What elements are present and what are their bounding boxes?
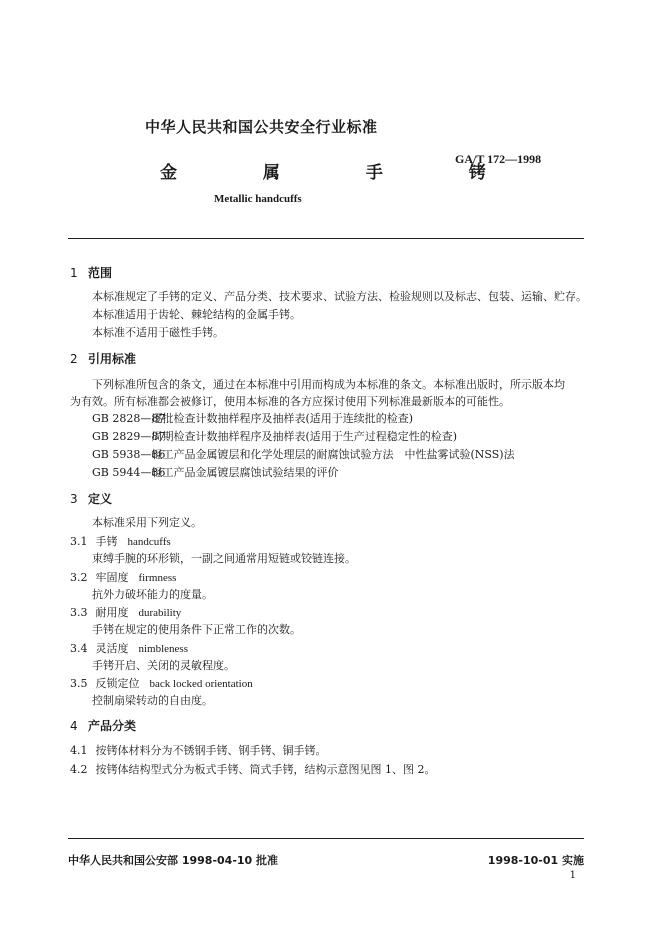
term-entry bbox=[70, 640, 188, 656]
section-title: 引用标准 bbox=[88, 352, 137, 366]
section-4-heading bbox=[70, 717, 136, 734]
section-number: 3 bbox=[70, 492, 78, 506]
section-number: 2 bbox=[70, 352, 78, 366]
term-entry bbox=[70, 675, 253, 691]
term-entry bbox=[70, 533, 171, 549]
term-english: handcuffs bbox=[127, 536, 171, 548]
term-english: nimbleness bbox=[138, 643, 188, 655]
paragraph: 本标准不适用于磁性手铐。 bbox=[92, 326, 224, 339]
reference-code: GB 2829—87 bbox=[92, 430, 166, 443]
approval-notice: 中华人民共和国公安部 1998-04-10 批准 bbox=[68, 854, 279, 867]
term-definition: 手铐在规定的使用条件下正常工作的次数。 bbox=[92, 623, 301, 636]
document-title: 金 属 手 铐 bbox=[160, 163, 526, 183]
reference-code: GB 5944—86 bbox=[92, 466, 166, 479]
item-number: 4.1 bbox=[70, 744, 88, 757]
paragraph: 本标准采用下列定义。 bbox=[92, 516, 202, 529]
term-number: 3.4 bbox=[70, 642, 88, 655]
term-number: 3.1 bbox=[70, 535, 88, 548]
reference-code: GB 5938—86 bbox=[92, 448, 166, 461]
paragraph: 为有效。所有标准都会被修订，使用本标准的各方应探讨使用下列标准最新版本的可能性。 bbox=[70, 395, 510, 408]
classification-item bbox=[70, 742, 327, 758]
term-chinese: 耐用度 bbox=[95, 606, 129, 619]
term-chinese: 反锁定位 bbox=[95, 677, 140, 690]
reference-title: 周期检查计数抽样程序及抽样表(适用于生产过程稳定性的检查) bbox=[151, 430, 458, 443]
section-title: 范围 bbox=[88, 266, 113, 280]
item-number: 4.2 bbox=[70, 763, 88, 776]
footer-divider bbox=[68, 838, 584, 839]
section-number: 1 bbox=[70, 266, 78, 280]
section-title: 定义 bbox=[88, 492, 113, 506]
term-english: durability bbox=[138, 607, 182, 619]
item-text: 按铐体结构型式分为板式手铐、筒式手铐，结构示意图见图 1、图 2。 bbox=[95, 763, 436, 776]
paragraph: 本标准规定了手铐的定义、产品分类、技术要求、试验方法、检验规则以及标志、包装、运输、贮存。 bbox=[92, 290, 587, 303]
standard-code: GA/T 172—1998 bbox=[455, 152, 542, 166]
term-chinese: 灵活度 bbox=[95, 642, 129, 655]
reference-item bbox=[92, 428, 457, 444]
paragraph: 下列标准所包含的条文，通过在本标准中引用而构成为本标准的条文。本标准出版时，所示版本均 bbox=[92, 378, 565, 391]
term-number: 3.2 bbox=[70, 571, 88, 584]
term-chinese: 手铐 bbox=[95, 535, 118, 548]
term-english: back locked orientation bbox=[149, 678, 253, 690]
reference-title: 逐批检查计数抽样程序及抽样表(适用于连续批的检查) bbox=[151, 412, 414, 425]
effective-date: 1998-10-01 实施 bbox=[487, 854, 584, 867]
paragraph: 本标准适用于齿轮、棘轮结构的金属手铐。 bbox=[92, 308, 301, 321]
issuing-authority: 中华人民共和国公共安全行业标准 bbox=[145, 118, 378, 136]
reference-title: 轻工产品金属镀层腐蚀试验结果的评价 bbox=[151, 466, 339, 479]
term-number: 3.3 bbox=[70, 606, 88, 619]
page-number: 1 bbox=[569, 870, 576, 881]
section-2-heading bbox=[70, 350, 136, 367]
header-divider bbox=[68, 238, 584, 239]
english-title: Metallic handcuffs bbox=[214, 193, 302, 205]
term-definition: 抗外力破坏能力的度量。 bbox=[92, 588, 213, 601]
term-entry bbox=[70, 604, 181, 620]
term-definition: 控制扇梁转动的自由度。 bbox=[92, 694, 213, 707]
reference-item bbox=[92, 410, 413, 426]
term-chinese: 牢固度 bbox=[95, 571, 129, 584]
term-definition: 手铐开启、关闭的灵敏程度。 bbox=[92, 659, 235, 672]
reference-item bbox=[92, 446, 515, 462]
reference-title: 轻工产品金属镀层和化学处理层的耐腐蚀试验方法 中性盐雾试验(NSS)法 bbox=[151, 448, 515, 461]
term-number: 3.5 bbox=[70, 677, 88, 690]
reference-item bbox=[92, 464, 339, 480]
section-3-heading bbox=[70, 490, 112, 507]
term-entry bbox=[70, 569, 176, 585]
section-1-heading bbox=[70, 264, 112, 281]
classification-item bbox=[70, 761, 436, 777]
section-title: 产品分类 bbox=[88, 719, 137, 733]
item-text: 按铐体材料分为不锈钢手铐、钢手铐、铜手铐。 bbox=[95, 744, 327, 757]
term-definition: 束缚手腕的环形锁，一副之间通常用短链或铰链连接。 bbox=[92, 552, 356, 565]
reference-code: GB 2828—87 bbox=[92, 412, 166, 425]
section-number: 4 bbox=[70, 719, 78, 733]
term-english: firmness bbox=[138, 572, 177, 584]
